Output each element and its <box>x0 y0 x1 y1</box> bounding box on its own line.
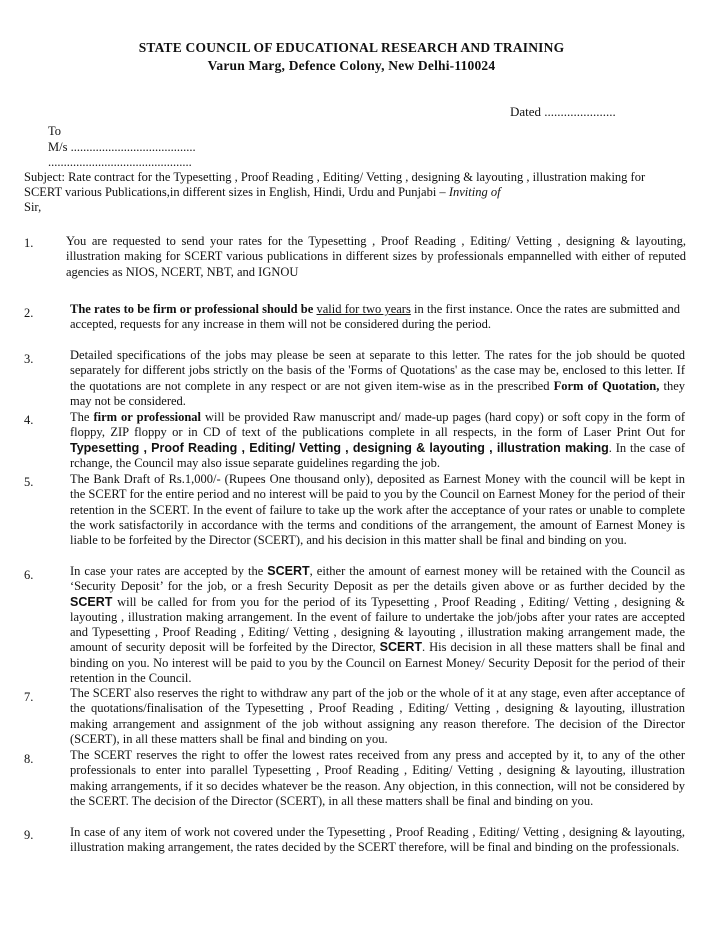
salutation: Sir, <box>24 200 42 214</box>
item-6-part1: In case your rates are accepted by the <box>70 564 264 578</box>
item-4-bold: firm or professional <box>93 410 202 424</box>
item-2-text <box>70 302 680 333</box>
item-6-part3: will be called for from you for the period of its Typesetting , Proof Reading , Editing/ Vetting , designing & layouting , illustration making arrangement. In the event of failure to undertake the job/jobs after your rates are accepted and Typesetting , Proof Reading , Editing/ Vetting , designing & layouting , illustration making arrangement made, the amount of security deposit will be forfeited by the Director, <box>70 594 685 655</box>
item-2-bold: The rates to be firm or professional should be <box>70 302 314 316</box>
item-6-part2: , either the amount of earnest money will be retained with the Council as ‘Security Deposit’ for the job, or a fresh Security Deposit as per the details given above or as further decided by the <box>70 564 685 594</box>
item-7-text: The SCERT also reserves the right to withdraw any part of the job or the whole of it at any stage, even after acceptance of the quotations/finalisation of the Typesetting , Proof Reading , Editing/ Vetting , designing & layouting, illustration making arrangement and assignment of the job without assigning any reason therefore. The decision of the Director (SCERT), in all these matters shall be final and binding on you. <box>70 686 685 746</box>
item-6-scert-2: SCERT <box>70 594 113 609</box>
item-number: 9. <box>24 828 34 842</box>
item-2-underline: valid for two years <box>316 302 411 316</box>
subject-line <box>24 170 684 201</box>
item-number: 3. <box>24 352 34 366</box>
item-number: 7. <box>24 690 34 704</box>
item-3-text <box>70 348 685 409</box>
item-6-text <box>70 564 685 686</box>
item-8-text: The SCERT reserves the right to offer the lowest rates received from any press and accepted by it, to any of the other professionals to enter into parallel Typesetting , Proof Reading , Editing/ Vetting , designing & layouting, illustration making arrangements, if it so decides whatever be the reason. Any objection, in this connection, will not be considered by the SCERT. The decision of the Director (SCERT), in all these matters shall be final and binding on you. <box>70 748 685 808</box>
item-number: 8. <box>24 752 34 766</box>
org-address: Varun Marg, Defence Colony, New Delhi-110024 <box>207 58 496 73</box>
item-3-tail: they may not be considered. <box>70 378 686 408</box>
item-6-part4: . His decision in all these matters shall be final and binding on you. No interest will be paid to you by the Council on Earnest Money/ Security Deposit for the period of their retention in the Council. <box>70 640 686 686</box>
item-4-sans: Typesetting , Proof Reading , Editing/ Vetting , designing & layouting , illustration making <box>70 440 609 455</box>
item-4-tail: . In the case of rchange, the Council may also issue separate guidelines regarding the job. <box>70 440 685 470</box>
item-3-body: Detailed specifications of the jobs may please be seen at separate to this letter. The rates for the job should be quoted separately for different jobs strictly on the basis of the 'Forms of Quotations' as the case may be, enclosed to this letter. If the quotations are not complete in any respect or are not given item-wise as in the prescribed <box>70 348 685 393</box>
item-6-scert-3: SCERT <box>379 640 423 655</box>
item-4-pre: The <box>70 410 90 424</box>
item-5-text: The Bank Draft of Rs.1,000/- (Rupees One thousand only), deposited as Earnest Money with the council will be kept in the SCERT for the entire period and no interest will be paid to you by the Council on Earnest Money for the period of their retention in the SCERT. In the event of failure to take up the work after the acceptance of your rates or unable to complete the work satisfactorily in accordance with the terms and conditions of the arrangement, the amount of Earnest Money is liable to be forfeited by the Director (SCERT), and his decision in this matter shall be final and binding on you. <box>70 472 685 548</box>
item-number: 2. <box>24 306 34 320</box>
recipient-ms-line: M/s ........................................ <box>48 140 196 154</box>
org-name: STATE COUNCIL OF EDUCATIONAL RESEARCH AND TRAINING <box>138 40 565 55</box>
item-4-body: will be provided Raw manuscript and/ made-up pages (hard copy) or soft copy in the form of floppy, ZIP floppy or in CD of text of the publications complete in all respects, in the form of Laser Print Out for <box>70 410 686 440</box>
item-number: 4. <box>24 413 34 427</box>
item-6-scert-1: SCERT <box>267 564 310 578</box>
item-4-text <box>70 410 685 471</box>
item-3-bold: Form of Quotation, <box>553 378 660 393</box>
subject-text: Subject: Rate contract for the Typesetting , Proof Reading , Editing/ Vetting , designing & layouting , illustration making for SCERT various Publications,in different sizes in English, Hindi, Urdu and Punjabi – <box>24 170 646 200</box>
item-number: 5. <box>24 475 34 489</box>
subject-italic: Inviting of <box>448 185 501 200</box>
recipient-address-line: .............................................. <box>48 155 192 169</box>
item-9-text: In case of any item of work not covered under the Typesetting , Proof Reading , Editing/ Vetting , designing & layouting, illustration making arrangement, the rates decided by the SCERT therefore, will be final and binding on the professionals. <box>70 825 685 855</box>
to-label: To <box>48 124 62 138</box>
item-number: 1. <box>24 236 34 250</box>
item-2-rest: in the first instance. Once the rates are submitted and accepted, requests for any increase in them will not be considered during the period. <box>70 302 680 332</box>
dated-field: Dated ...................... <box>510 104 616 119</box>
item-1-text: You are requested to send your rates for the Typesetting , Proof Reading , Editing/ Vetting , designing & layouting, illustration making for SCERT various publications in different sizes by professionals empannelled with either of reputed agencies as NIOS, NCERT, NBT, and IGNOU <box>66 234 686 279</box>
item-number: 6. <box>24 568 34 582</box>
